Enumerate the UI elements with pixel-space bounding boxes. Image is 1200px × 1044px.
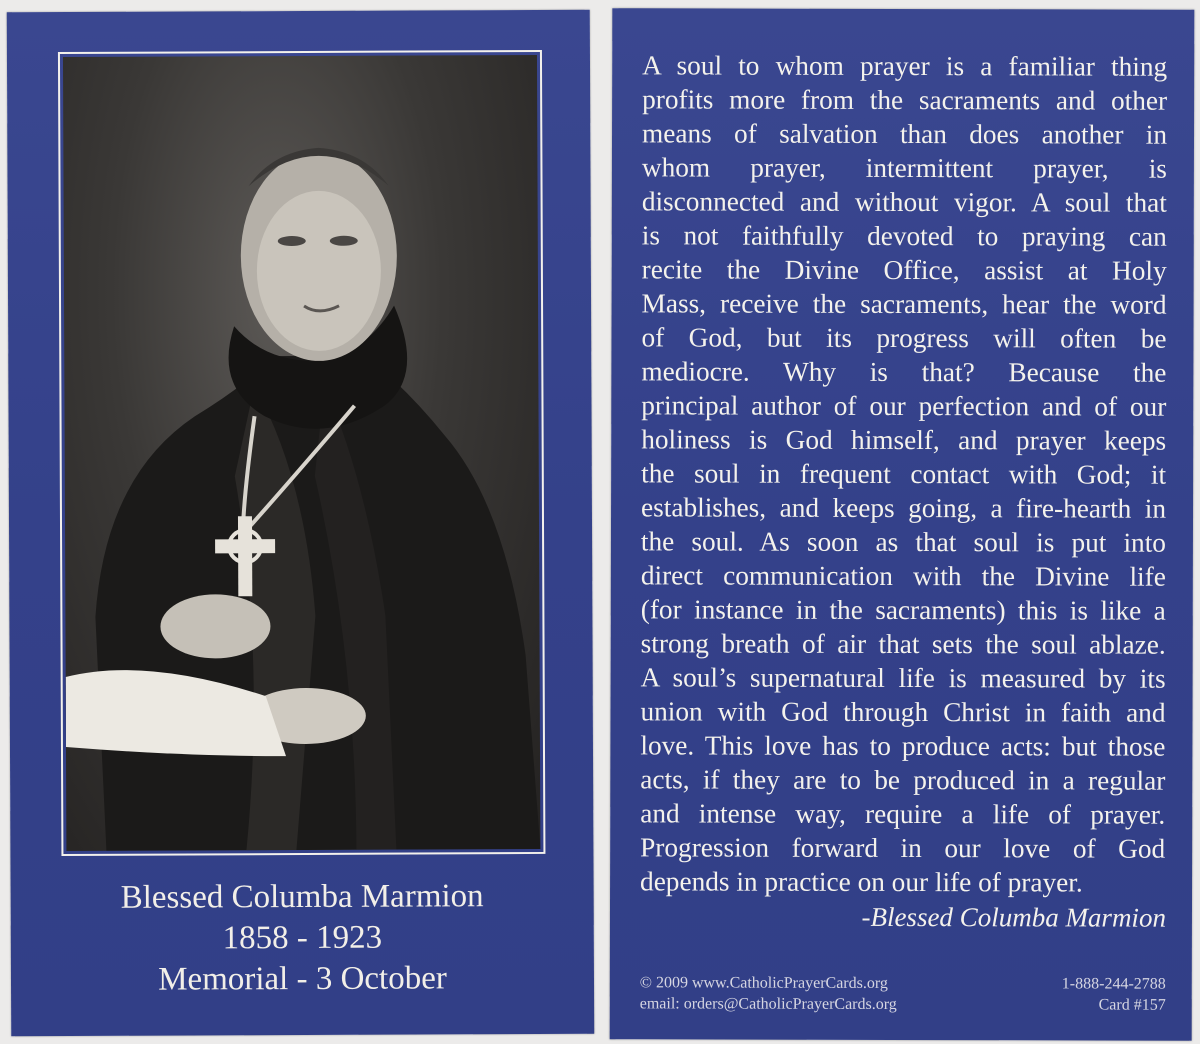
quote-line: A soul’s supernatural life is measured by its — [640, 662, 1166, 694]
quote-line: recite the Divine Office, assist at Holy — [641, 254, 1167, 286]
quote-line: holiness is God himself, and prayer keeps — [641, 424, 1167, 456]
quote-line: the soul in frequent contact with God; it — [641, 458, 1167, 490]
prayer-quote — [640, 48, 1167, 899]
quote-line: means of salvation than does another in — [641, 118, 1168, 150]
life-years: 1858 - 1923 — [222, 919, 383, 957]
publisher-info — [640, 972, 897, 1015]
quote-line: mediocre. Why is that? Because the — [641, 356, 1167, 388]
saint-name: Blessed Columba Marmion — [120, 878, 484, 916]
quote-line: establishes, and keeps going, a fire-hearth in — [641, 492, 1167, 524]
quote-line: strong breath of air that sets the soul ablaze. — [640, 628, 1166, 660]
quote-line: direct communication with the Divine life — [640, 560, 1166, 592]
quote-line: love. This love has to produce acts: but those — [640, 730, 1166, 762]
quote-line: profits more from the sacraments and other — [642, 84, 1168, 116]
front-card — [7, 10, 594, 1037]
quote-line: and intense way, require a life of prayer. — [640, 798, 1166, 830]
quote-line: principal author of our perfection and of our — [641, 390, 1167, 422]
card-number: Card #157 — [1098, 996, 1166, 1014]
card-info — [1062, 973, 1166, 1015]
quote-line: Progression forward in our love of God — [640, 832, 1166, 864]
email-line: email: orders@CatholicPrayerCards.org — [639, 995, 897, 1013]
quote-line: Mass, receive the sacraments, hear the word — [641, 288, 1167, 320]
quote-line: union with God through Christ in faith and — [640, 696, 1166, 728]
quote-line: (for instance in the sacraments) this is like a — [640, 594, 1166, 626]
quote-line: disconnected and without vigor. A soul that — [641, 186, 1167, 218]
memorial-date: Memorial - 3 October — [158, 960, 447, 998]
portrait-photo — [63, 55, 540, 851]
quote-line: whom prayer, intermittent prayer, is — [641, 152, 1167, 184]
quote-line: depends in practice on our life of prayer. — [640, 866, 1083, 898]
portrait-frame — [58, 50, 546, 856]
quote-line: acts, if they are to be produced in a regular — [640, 764, 1166, 796]
quote-line: is not faithfully devoted to praying can — [641, 220, 1167, 252]
portrait-illustration — [63, 55, 540, 851]
back-card — [610, 8, 1195, 1041]
quote-line: the soul. As soon as that soul is put into — [640, 526, 1166, 558]
phone-number: 1-888-244-2788 — [1061, 975, 1166, 993]
quote-line: A soul to whom prayer is a familiar thing — [642, 50, 1168, 82]
quote-attribution: -Blessed Columba Marmion — [861, 901, 1167, 933]
quote-line: of God, but its progress will often be — [641, 322, 1167, 354]
copyright-line: © 2009 www.CatholicPrayerCards.org — [639, 974, 888, 992]
